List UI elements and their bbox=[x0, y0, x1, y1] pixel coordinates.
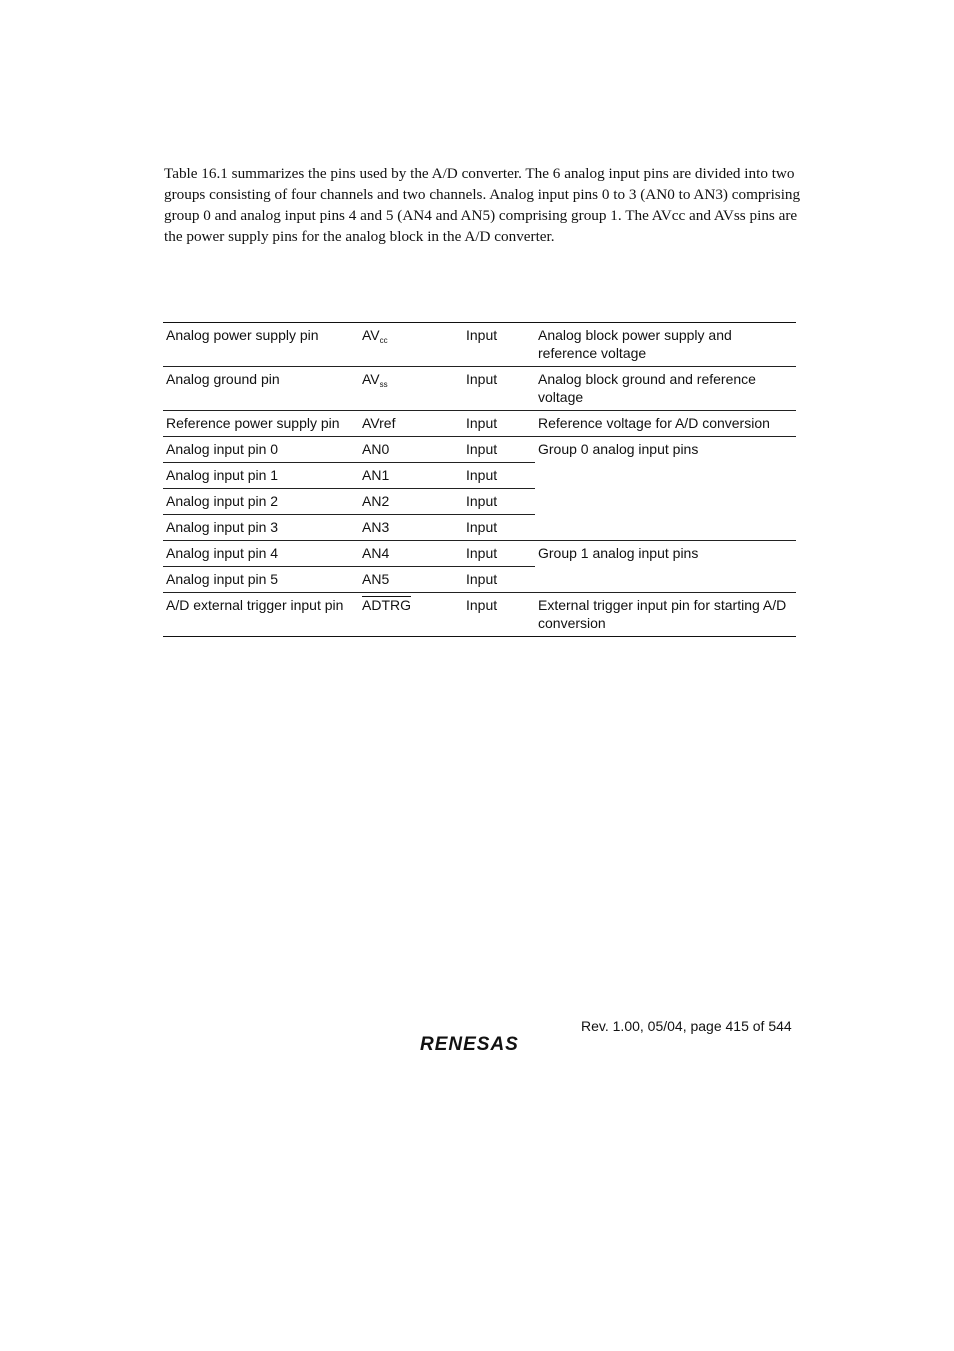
pin-name: Analog input pin 5 bbox=[166, 571, 279, 587]
pin-symbol: AN2 bbox=[362, 493, 390, 509]
table-row bbox=[163, 323, 796, 367]
pin-name: Analog input pin 0 bbox=[166, 441, 279, 457]
pin-function: Analog block power supply and reference voltage bbox=[538, 327, 732, 361]
pin-name: Analog input pin 4 bbox=[166, 545, 279, 561]
pin-name: Reference power supply pin bbox=[166, 415, 340, 431]
renesas-logo: RENESAS bbox=[420, 1034, 519, 1055]
pin-io: Input bbox=[466, 545, 498, 561]
pin-symbol: ADTRG bbox=[362, 597, 411, 613]
pin-function: Analog block ground and reference voltage bbox=[538, 371, 756, 405]
pin-io: Input bbox=[466, 415, 498, 431]
pin-function: Reference voltage for A/D conversion bbox=[538, 415, 770, 431]
pin-symbol: AN4 bbox=[362, 545, 390, 561]
pin-symbol: AN3 bbox=[362, 519, 390, 535]
pin-io: Input bbox=[466, 519, 498, 535]
pin-function: Group 0 analog input pins bbox=[535, 437, 796, 541]
page-footer-revision: Rev. 1.00, 05/04, page 415 of 544 bbox=[581, 1018, 792, 1034]
pin-name: Analog power supply pin bbox=[166, 327, 319, 343]
table-row bbox=[163, 593, 796, 637]
pin-symbol: AN0 bbox=[362, 441, 390, 457]
pin-symbol: AN5 bbox=[362, 571, 390, 587]
table-row bbox=[163, 367, 796, 411]
pin-symbol: $AV_{cc}$ bbox=[362, 327, 388, 345]
pin-symbol: AN1 bbox=[362, 467, 390, 483]
pin-symbol: $AV_{ss}$ bbox=[362, 371, 388, 389]
pin-name: Analog input pin 1 bbox=[166, 467, 279, 483]
pin-function: Group 1 analog input pins bbox=[535, 541, 796, 593]
pin-name: Analog input pin 2 bbox=[166, 493, 279, 509]
pin-io: Input bbox=[466, 441, 498, 457]
pin-name: Analog ground pin bbox=[166, 371, 280, 387]
pin-io: Input bbox=[466, 571, 498, 587]
pin-name: A/D external trigger input pin bbox=[166, 597, 344, 613]
pin-io: Input bbox=[466, 371, 498, 387]
pin-name: Analog input pin 3 bbox=[166, 519, 279, 535]
table-row bbox=[163, 411, 796, 437]
pin-io: Input bbox=[466, 467, 498, 483]
pin-io: Input bbox=[466, 597, 498, 613]
pin-io: Input bbox=[466, 493, 498, 509]
table-row bbox=[163, 437, 796, 463]
intro-paragraph: Table 16.1 summarizes the pins used by the A/D converter. The 6 analog input pins are divided into two groups consisting of four channels and two channels. Analog input pins 0 to 3 (AN0 to AN3) comprising group 0 and analog input pins 4 and 5 (AN4 and AN5) comprising group 1. The AVcc and AVss pins are the power supply pins for the analog block in the A/D converter. bbox=[164, 165, 801, 245]
pin-io: Input bbox=[466, 327, 498, 343]
pin-function: External trigger input pin for starting A/D conversion bbox=[538, 597, 787, 631]
pin-table bbox=[163, 322, 796, 637]
pin-symbol: AVref bbox=[362, 415, 396, 431]
table-row bbox=[163, 541, 796, 567]
